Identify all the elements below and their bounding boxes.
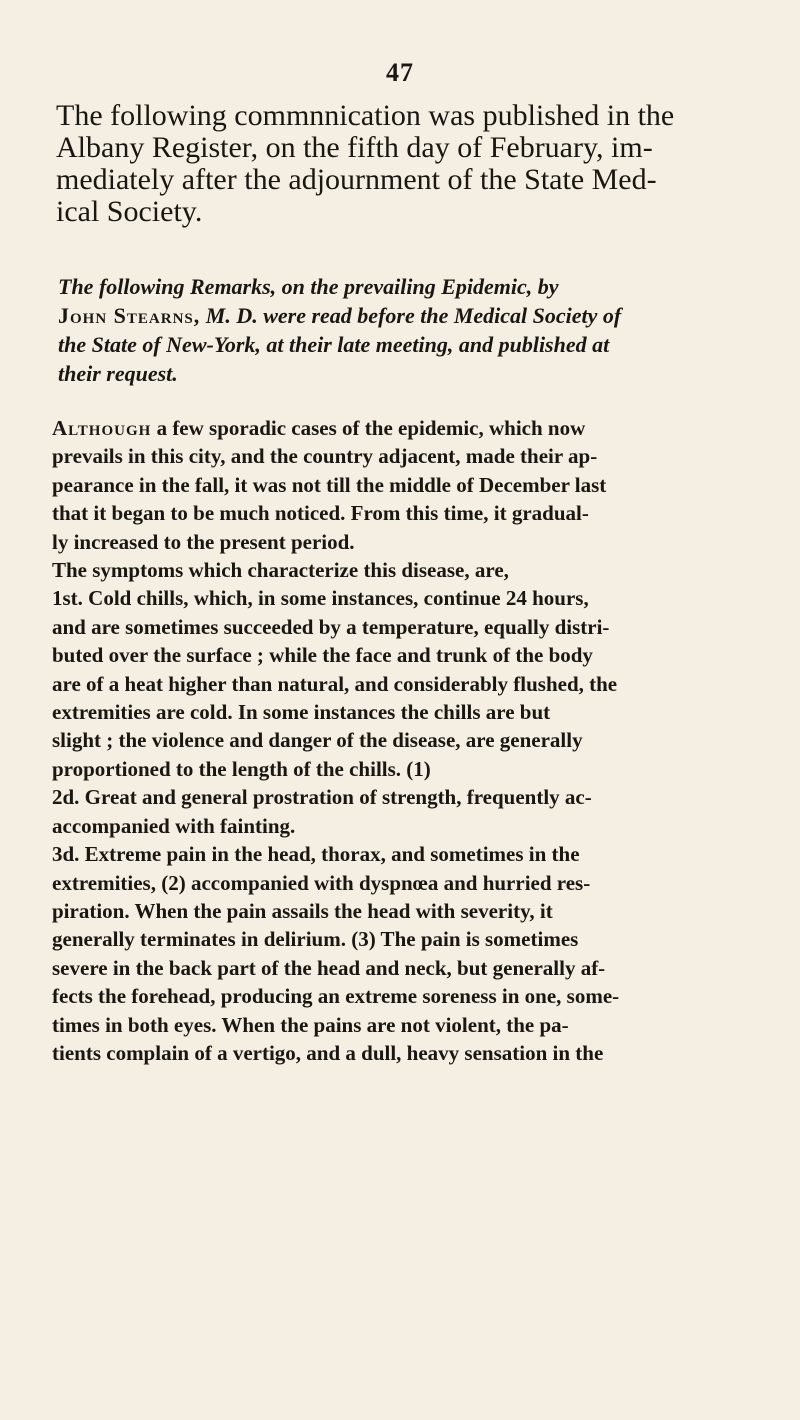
body-line: 2d. Great and general prostration of strength, frequently ac- xyxy=(52,785,592,810)
remarks-heading xyxy=(58,272,748,388)
intro-line: mediately after the adjournment of the State Med- xyxy=(56,163,657,196)
intro-line: ical Society. xyxy=(56,195,203,228)
author-name: John Stearns, xyxy=(58,303,201,328)
remarks-line: their request. xyxy=(58,361,178,386)
body-line: pearance in the fall, it was not till the middle of December last xyxy=(52,472,607,497)
body-line: prevails in this city, and the country adjacent, made their ap- xyxy=(52,444,598,469)
remarks-line xyxy=(58,301,748,330)
page-number: 47 xyxy=(386,58,414,87)
body-line: are of a heat higher than natural, and considerably flushed, the xyxy=(52,671,618,696)
remarks-line: the State of New-York, at their late meeting, and published at xyxy=(58,332,610,357)
body-line: and are sometimes succeeded by a temperature, equally distri- xyxy=(52,614,610,639)
remarks-line-rest: M. D. were read before the Medical Society of xyxy=(200,303,622,328)
body-line: piration. When the pain assails the head with severity, it xyxy=(52,898,553,923)
intro-line: The following commnnication was published in the xyxy=(56,99,675,132)
body-line xyxy=(52,414,752,442)
body-line: ly increased to the present period. xyxy=(52,529,355,554)
intro-paragraph xyxy=(56,100,746,228)
body-line: slight ; the violence and danger of the disease, are generally xyxy=(52,728,583,753)
body-line: times in both eyes. When the pains are not violent, the pa- xyxy=(52,1012,569,1037)
body-line: severe in the back part of the head and neck, but generally af- xyxy=(52,955,606,980)
body-line: buted over the surface ; while the face and trunk of the body xyxy=(52,643,593,668)
intro-line: Albany Register, on the fifth day of February, im- xyxy=(56,131,653,164)
body-line: extremities are cold. In some instances the chills are but xyxy=(52,700,551,725)
body-line: accompanied with fainting. xyxy=(52,813,296,838)
body-line: fects the forehead, producing an extreme soreness in one, some- xyxy=(52,984,620,1009)
body-line: extremities, (2) accompanied with dyspnœa and hurried res- xyxy=(52,870,591,895)
body-line: tients complain of a vertigo, and a dull, heavy sensation in the xyxy=(52,1040,604,1065)
body-text xyxy=(52,414,752,1067)
body-line: 3d. Extreme pain in the head, thorax, and sometimes in the xyxy=(52,842,580,867)
body-line: proportioned to the length of the chills. (1) xyxy=(52,756,431,781)
body-line-rest: a few sporadic cases of the epidemic, which now xyxy=(151,416,586,440)
body-line: 1st. Cold chills, which, in some instances, continue 24 hours, xyxy=(52,586,589,611)
body-line: that it began to be much noticed. From this time, it gradual- xyxy=(52,501,589,526)
remarks-line: The following Remarks, on the prevailing Epidemic, by xyxy=(58,274,559,299)
body-line: The symptoms which characterize this disease, are, xyxy=(52,558,509,583)
body-line: generally terminates in delirium. (3) The pain is sometimes xyxy=(52,927,579,952)
lead-word: Although xyxy=(52,416,152,440)
